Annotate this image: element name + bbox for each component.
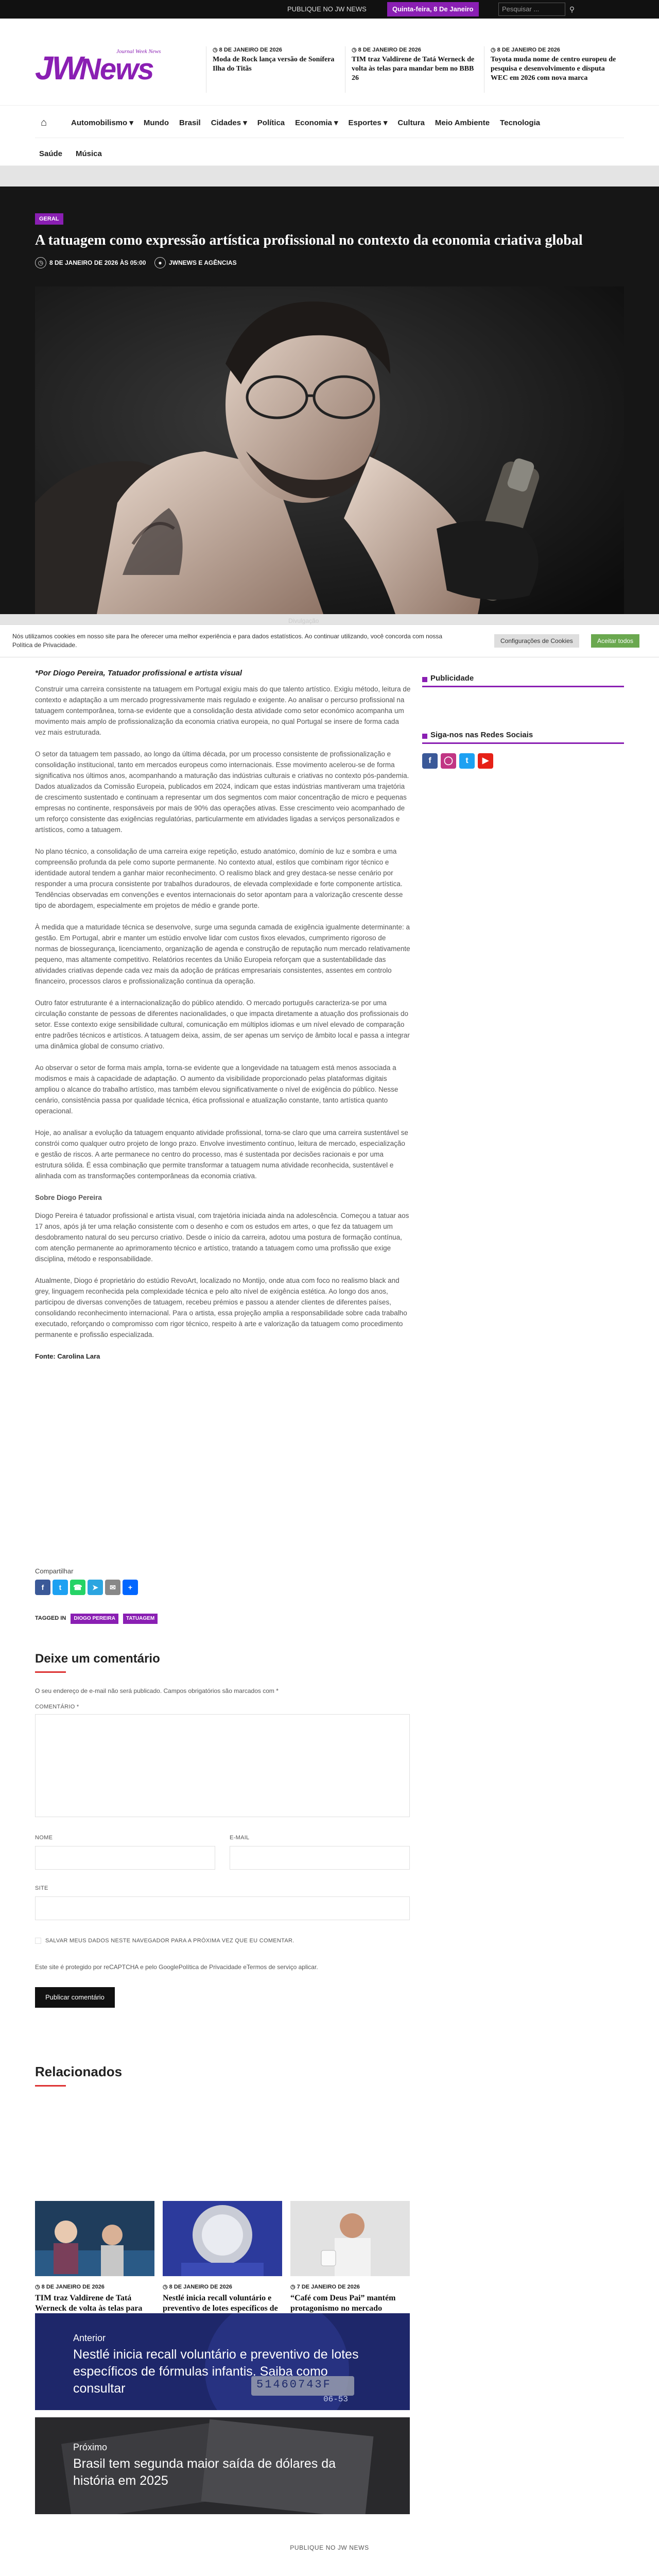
- ticker-date: ◷ 8 DE JANEIRO DE 2026: [213, 47, 282, 53]
- previous-title[interactable]: Nestlé inicia recall voluntário e preventivo de lotes específicos de fórmulas infantis. Saiba como consultar: [73, 2347, 359, 2396]
- category-badge[interactable]: GERAL: [35, 213, 63, 225]
- clock-icon: ◷: [352, 47, 358, 53]
- submit-comment-button[interactable]: Publicar comentário: [35, 1987, 115, 2008]
- clock-icon: ◷: [290, 2284, 297, 2290]
- ticker-item[interactable]: [484, 46, 618, 93]
- nav-item[interactable]: Brasil: [179, 118, 201, 127]
- clock-icon: ◷: [491, 47, 497, 53]
- tag-diogo-pereira[interactable]: DIOGO PEREIRA: [71, 1614, 118, 1624]
- title-underline: [35, 1671, 66, 1673]
- site-label: SITE: [35, 1885, 48, 1891]
- comment-label: COMENTÁRIO *: [35, 1704, 79, 1710]
- top-bar: [0, 0, 659, 19]
- nav-item[interactable]: Música: [76, 149, 102, 158]
- tattoo-artist-photo: [35, 286, 624, 614]
- ticker-date: ◷ 8 DE JANEIRO DE 2026: [491, 47, 560, 53]
- related-title[interactable]: TIM traz Valdirene de Tatá Werneck de volta às telas para: [35, 2294, 143, 2313]
- article-author[interactable]: ● JWNEWS E AGÊNCIAS: [154, 256, 237, 269]
- share-label: Compartilhar: [35, 1567, 74, 1575]
- nav-item[interactable]: Economia ▾: [295, 118, 338, 127]
- nav-item[interactable]: Esportes ▾: [348, 118, 388, 127]
- logo-jw: JW: [35, 49, 81, 87]
- related-card[interactable]: [290, 2201, 410, 2324]
- image-caption: Divulgação: [288, 617, 319, 624]
- hero-image: [35, 286, 624, 614]
- site-logo[interactable]: [35, 43, 179, 90]
- nav-item[interactable]: Automobilismo ▾: [71, 118, 133, 127]
- article-byline: *Por Diogo Pereira, Tatuador profissional e artista visual: [35, 669, 242, 677]
- site-header: [0, 19, 659, 105]
- tags-label: TAGGED IN: [35, 1615, 66, 1621]
- email-label: E-MAIL: [230, 1835, 250, 1841]
- bio-paragraph: Diogo Pereira é tatuador profissional e artista visual, com trajetória iniciada ainda na adolescência. Começou a tatuar aos 17 anos, após já ter uma relação consistente com o desenho e com os estudos em artes, o que fez da tatuagem um desdobramento natural do seu percurso criativo. Desde o início da carreira, adotou uma postura de formação contínua, com atenção permanente ao aprimoramento técnico e artístico, tratando a tatuagem como uma profissão que exige disciplina, método e responsabilidade.: [35, 1212, 409, 1263]
- clock-icon: ◷: [163, 2284, 169, 2290]
- related-date: ◷ 7 DE JANEIRO DE 2026: [290, 2284, 360, 2290]
- related-card[interactable]: [35, 2201, 154, 2324]
- cookie-settings-button[interactable]: Configurações de Cookies: [494, 634, 579, 648]
- lot-code: 51460743F: [256, 2378, 332, 2391]
- nav-items-row2: [39, 146, 102, 161]
- tag-tatuagem[interactable]: TATUAGEM: [123, 1614, 158, 1624]
- bio-paragraphs: [35, 1210, 411, 1340]
- instagram-icon[interactable]: ◯: [441, 753, 456, 769]
- search-input[interactable]: Pesquisar ...: [498, 3, 565, 16]
- related-image[interactable]: [163, 2201, 282, 2276]
- previous-label: Anterior: [73, 2333, 106, 2343]
- ticker-item[interactable]: [206, 46, 340, 93]
- more-share-icon[interactable]: +: [123, 1580, 138, 1595]
- search-icon[interactable]: ⚲: [569, 5, 575, 13]
- related-title[interactable]: “Café com Deus Pai” mantém protagonismo no mercado: [290, 2294, 396, 2313]
- article-source: Fonte: Carolina Lara: [35, 1352, 100, 1360]
- nav-item[interactable]: Cidades ▾: [211, 118, 247, 127]
- next-title[interactable]: Brasil tem segunda maior saída de dólares da história em 2025: [73, 2456, 336, 2488]
- nav-item[interactable]: Saúde: [39, 149, 63, 158]
- next-label: Próximo: [73, 2442, 108, 2452]
- article-paragraph: No plano técnico, a consolidação de uma carreira exige repetição, estudo anatómico, domínio de luz e sombra e uma compreensão profunda da pele como suporte permanente. No contexto atual, estilos que combinam rigor técnico e identidade autoral tendem a ganhar maior reconhecimento. O realismo black and grey destaca-se nesse cenário por responder a uma procura consistente por trabalhos duradouros, de elevada complexidade e forte componente artística. Tendências observadas em convenções e eventos internacionais do setor apontam para a valorização crescente desse tipo de abordagem, especialmente em projetos de médio e grande porte.: [35, 848, 403, 909]
- lot-code-2: 06-53: [323, 2395, 349, 2404]
- related-image[interactable]: [290, 2201, 410, 2276]
- cookie-text: Nós utilizamos cookies em nosso site para lhe oferecer uma melhor experiência e para dados estatísticos. Ao continuar utilizando, você concorda com nossa Política de Privacidade.: [12, 633, 443, 649]
- article-paragraph: Outro fator estruturante é a internacionalização do público atendido. O mercado português caracteriza-se por uma circulação constante de pessoas de diferentes nacionalidades, o que impacta diretamente a atuação dos profissionais do setor. Esse contexto exige sensibilidade cultural, comunicação em múltiplos idiomas e um nível elevado de comparação entre padrões técnicos e artísticos. A tatuagem deixa, assim, de ser apenas um serviço de âmbito local e passa a integrar uma dinâmica global de consumo criativo.: [35, 999, 410, 1050]
- article-date: ◷ 8 DE JANEIRO DE 2026 ÀS 05:00: [35, 256, 146, 269]
- nav-item[interactable]: Política: [257, 118, 285, 127]
- social-icons: [422, 753, 624, 769]
- telegram-share-icon[interactable]: ➤: [88, 1580, 103, 1595]
- logo-news: News: [79, 53, 153, 86]
- comment-textarea[interactable]: [35, 1714, 410, 1817]
- comment-notice: O seu endereço de e-mail não será publicado. Campos obrigatórios são marcados com *: [35, 1687, 279, 1694]
- nav-item[interactable]: Tecnologia: [500, 118, 541, 127]
- ticker-title[interactable]: Moda de Rock lança versão de Soníferа Ilha do Titãs: [213, 56, 335, 73]
- sidebar-ad-heading: Publicidade: [422, 672, 624, 687]
- clock-icon: ◷: [35, 2284, 42, 2290]
- bio-paragraph: Atualmente, Diogo é proprietário do estúdio RevoArt, localizado no Montijo, onde atua com foco no realismo black and grey, linguagem reconhecida pela complexidade técnica e pelo alto nível de exigência estética. Ao longo dos anos, participou de diversas convenções de tatuagem, recebeu prémios e passou a atender clientes de diferentes países, consolidando reconhecimento internacional. Para o artista, essa projeção amplia a responsabilidade sobre cada trabalho executado, reforçando o compromisso com rigor técnico, respeito à arte e valorização da tatuagem como procedimento permanente e profissão especializada.: [35, 1277, 407, 1338]
- nav-item[interactable]: Meio Ambiente: [435, 118, 490, 127]
- article-paragraphs: [35, 684, 411, 1181]
- youtube-icon[interactable]: ▶: [478, 753, 493, 769]
- article-paragraph: À medida que a maturidade técnica se desenvolve, surge uma segunda camada de exigência igualmente determinante: a gestão. Em Portugal, abrir e manter um estúdio envolve lidar com custos fixos elevados, cumprimento rigoroso de normas de biossegurança, licenciamento, organização de agenda e construção de reputação num mercado relativamente pequeno, mas altamente competitivo. Relatórios recentes da União Europeia reforçam que a sustentabilidade das atividades criativas depende cada vez mais da adoção de práticas empresariais consistentes, assentes em controlo financeiro, processos claros e profissionalização contínua da operação.: [35, 923, 410, 985]
- twitter-share-icon[interactable]: t: [53, 1580, 68, 1595]
- tags-row: [35, 1614, 158, 1624]
- related-date: ◷ 8 DE JANEIRO DE 2026: [35, 2284, 105, 2290]
- nav-item[interactable]: Mundo: [143, 118, 169, 127]
- ticker-title[interactable]: Toyota muda nome de centro europeu de pesquisa e desenvolvimento e disputa WEC em 2026 com nova marca: [491, 56, 616, 82]
- nav-item[interactable]: Cultura: [397, 118, 425, 127]
- comment-form: [35, 1652, 410, 2008]
- related-image[interactable]: [35, 2201, 154, 2276]
- site-input[interactable]: [35, 1896, 410, 1920]
- recaptcha-notice: Este site é protegido por reCAPTCHA e pelo GooglePolítica de Privacidade eTermos de serviço aplicar.: [35, 1963, 318, 1971]
- related-title[interactable]: Nestlé inicia recall voluntário e preventivo de lotes específicos de: [163, 2294, 278, 2313]
- publish-link[interactable]: PUBLIQUE NO JW NEWS: [287, 5, 367, 13]
- ticker-item[interactable]: [345, 46, 479, 93]
- ticker-date: ◷ 8 DE JANEIRO DE 2026: [352, 47, 421, 53]
- name-label: NOME: [35, 1835, 53, 1841]
- home-icon[interactable]: ⌂: [40, 117, 47, 128]
- article-paragraph: Hoje, ao analisar a evolução da tatuagem enquanto atividade profissional, torna-se claro que uma carreira sustentável se constrói como qualquer outro projeto de longo prazo. Envolve investimento contínuo, leitura de mercado, especialização e gestão de riscos. A arte permanece no centro do processo, mas é sustentada por decisões racionais e por uma estrutura sólida. É essa combinação que permite transformar a tatuagem numa atividade reconhecida, sustentável e alinhada com as transformações contemporâneas da economia criativa.: [35, 1129, 408, 1180]
- main-navigation: [0, 105, 659, 166]
- email-share-icon[interactable]: ✉: [105, 1580, 120, 1595]
- whatsapp-share-icon[interactable]: ☎: [70, 1580, 85, 1595]
- article-body: [35, 668, 411, 1362]
- previous-post[interactable]: [35, 2313, 410, 2410]
- logo-tagline: Journal Week News: [116, 48, 161, 55]
- article-title: A tatuagem como expressão artística profissional no contexto da economia criativa global: [35, 232, 583, 248]
- sidebar-social-heading: Siga-nos nas Redes Sociais: [422, 728, 624, 744]
- related-heading: Relacionados: [35, 2064, 122, 2087]
- ticker-title[interactable]: TIM traz Valdirene de Tatá Werneck de volta às telas para mandar bem no BBB 26: [352, 56, 475, 82]
- facebook-icon[interactable]: f: [422, 753, 438, 769]
- nav-items: [71, 114, 540, 131]
- save-data-checkbox[interactable]: [35, 1938, 41, 1944]
- article-paragraph: Ao observar o setor de forma mais ampla, torna-se evidente que a longevidade na tatuagem está menos associada a modismos e mais à capacidade de adaptação. O aumento da visibilidade proporcionado pelas plataformas digitais ampliou o alcance do trabalho artístico, mas também elevou significativamente o nível de exigência do público. Nesse cenário, consistência passa por qualidade técnica, ética profissional e atualização constante, tanto artística quanto operacional.: [35, 1064, 398, 1115]
- twitter-icon[interactable]: t: [459, 753, 475, 769]
- cookie-banner: [0, 624, 659, 657]
- email-input[interactable]: [230, 1846, 410, 1870]
- current-date-badge: Quinta-feira, 8 De Janeiro: [387, 2, 479, 16]
- article-paragraph: O setor da tatuagem tem passado, ao longo da última década, por um processo consistente de profissionalização e consolidação institucional, tanto em mercados europeus como internacionais. Esse movimento acelerou-se de forma significativa nos últimos anos, acompanhando a maturação das indústrias culturais e criativas no contexto pós-pandemia. Dados atualizados da Comissão Europeia, publicados em 2024, indicam que estas indústrias mantiveram uma trajetória de crescimento sustentado e continuam a representar um dos segmentos com maior concentração de micro e pequenas empresas no continente, responsáveis por mais de 90% das operações ativas. Esse crescimento veio acompanhado de um reforço consistente das exigências regulatórias, particularmente em atividades ligadas a serviços personalizados e artísticos, como a tatuagem.: [35, 750, 409, 834]
- clock-icon: ◷: [213, 47, 219, 53]
- related-date: ◷ 8 DE JANEIRO DE 2026: [163, 2284, 232, 2290]
- comment-title: Deixe um comentário: [35, 1652, 160, 1666]
- facebook-share-icon[interactable]: f: [35, 1580, 50, 1595]
- clock-icon: ◷: [35, 257, 46, 268]
- next-post[interactable]: [35, 2417, 410, 2514]
- bio-heading: Sobre Diogo Pereira: [35, 1194, 102, 1201]
- bottom-publish-link[interactable]: PUBLIQUE NO JW NEWS: [290, 2544, 369, 2551]
- name-input[interactable]: [35, 1846, 215, 1870]
- sidebar: [422, 672, 624, 769]
- article-paragraph: Construir uma carreira consistente na tatuagem em Portugal exigiu mais do que talento artístico. Exigiu método, leitura de contexto e adaptação a um mercado progressivamente mais regulado e exigente. Ao analisar o percurso profissional na tatuagem contemporânea, torna-se evidente que a consolidação desta atividade como setor económico acompanha um movimento mais amplo de profissionalização da economia criativa europeia, no qual Portugal se insere de forma cada vez mais estruturada.: [35, 685, 411, 736]
- cookie-accept-button[interactable]: Aceitar todos: [591, 634, 639, 648]
- save-data-label: SALVAR MEUS DADOS NESTE NAVEGADOR PARA A PRÓXIMA VEZ QUE EU COMENTAR.: [45, 1938, 294, 1944]
- user-icon: ●: [154, 257, 166, 268]
- share-buttons: [35, 1580, 138, 1595]
